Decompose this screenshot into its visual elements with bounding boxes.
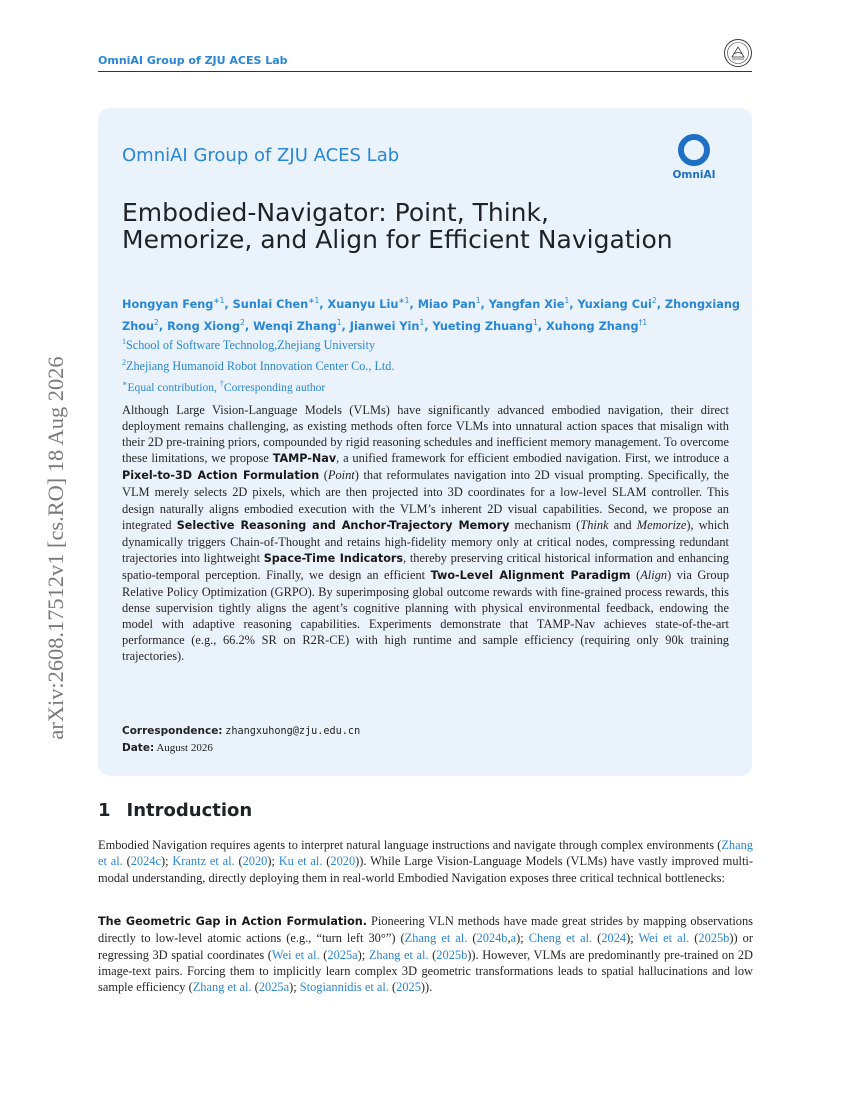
italic-term: Memorize: [636, 517, 687, 532]
date-line: Date: August 2026: [122, 742, 213, 754]
bold-term: Pixel-to-3D Action Formulation: [122, 469, 320, 483]
bold-term: The Geometric Gap in Action Formulation.: [98, 915, 368, 928]
author-name: Jianwei Yin$^1$: [349, 317, 425, 333]
citation-link[interactable]: 2020: [330, 854, 356, 869]
author-name: Yueting Zhuang$^1$: [432, 317, 538, 333]
citation-link[interactable]: 2024: [601, 931, 627, 946]
citation-link[interactable]: 2024c: [130, 854, 161, 869]
affiliation-line: $^2$Zhejiang Humanoid Robot Innovation Center Co., Ltd.: [122, 358, 395, 374]
paper-title: Embodied-Navigator: Point, Think, Memorize, and Align for Efficient Navigation: [122, 198, 673, 254]
author-name: Xuhong Zhang$^{\dagger 1}$: [545, 317, 648, 333]
bold-term: Selective Reasoning and Anchor-Trajectory Memory: [176, 518, 510, 532]
author-name: Miao Pan$^1$: [417, 296, 481, 311]
bold-term: TAMP-Nav: [272, 452, 337, 466]
equal-contribution-note: ∗Equal contribution, †Corresponding author: [122, 379, 326, 394]
author-name: Xuanyu Liu$^{∗1}$: [327, 296, 410, 311]
author-name: Zhongxiang Zhou$^2$: [122, 297, 740, 333]
author-name: Yangfan Xie$^1$: [488, 296, 570, 311]
author-name: Rong Xiong$^2$: [167, 317, 245, 333]
citation-link[interactable]: 2025b: [698, 931, 730, 946]
author-name: Hongyan Feng$^{∗1}$: [122, 296, 225, 311]
citation-link[interactable]: Ku et al.: [278, 854, 323, 869]
citation-link[interactable]: Stogiannidis et al.: [299, 980, 389, 995]
omniai-logo-text: OmniAI: [672, 169, 716, 181]
correspondence-line: Correspondence: zhangxuhong@zju.edu.cn: [122, 725, 361, 737]
correspondence-email[interactable]: zhangxuhong@zju.edu.cn: [225, 726, 361, 737]
intro-paragraph: Embodied Navigation requires agents to interpret natural language instructions and navigate through complex environments (Zhang et al. (2024c); Krantz et al. (2020); Ku et al. (2020)). While Large Vision-Language Models (VLMs) have vastly improved multi-modal understanding, directly deploying them in real-world Embodied Navigation exposes three critical technical bottlenecks:: [98, 838, 753, 885]
header-rule: [98, 71, 752, 72]
citation-link[interactable]: 2025a: [258, 980, 290, 995]
author-name: Sunlai Chen$^{∗1}$: [232, 296, 320, 311]
affiliation-line: $^1$School of Software Technolog,Zhejiang University: [122, 337, 376, 353]
citation-link[interactable]: Zhang et al.: [368, 947, 429, 962]
omniai-logo-icon: [668, 133, 720, 183]
bold-term: Two-Level Alignment Paradigm: [430, 568, 631, 582]
citation-link[interactable]: Wei et al.: [271, 947, 320, 962]
citation-link[interactable]: 2024b: [476, 931, 508, 946]
citation-link[interactable]: 2020: [242, 854, 268, 869]
italic-term: Align: [640, 567, 668, 582]
citation-link[interactable]: 2025: [396, 980, 421, 995]
section-heading-introduction: 1 Introduction: [98, 800, 253, 821]
citation-link[interactable]: Krantz et al.: [172, 854, 235, 869]
citation-link[interactable]: 2025b: [436, 947, 468, 962]
citation-link[interactable]: Zhang et al.: [192, 980, 252, 995]
author-name: Yuxiang Cui$^2$: [577, 296, 657, 311]
citation-link[interactable]: 2025a: [327, 947, 358, 962]
university-crest-icon: [723, 38, 753, 68]
author-name: Wenqi Zhang$^1$: [253, 317, 342, 333]
bold-term: Space-Time Indicators: [263, 551, 404, 565]
running-header: OmniAI Group of ZJU ACES Lab: [98, 54, 288, 67]
citation-link[interactable]: Zhang et al.: [98, 838, 753, 869]
citation-link[interactable]: Wei et al.: [638, 931, 690, 946]
author-list: Hongyan Feng$^{∗1}$, Sunlai Chen$^{∗1}$, Xuanyu Liu$^{∗1}$, Miao Pan$^1$, Yangfan Xie$^1$, Yuxiang Cui$^2$, Zhongxiang Zhou$^2$, Rong Xiong$^2$, Wenqi Zhang$^1$, Jianwei Yin$^1$, Yueting Zhuang$^1$, Xuhong Zhang$^{\dagger 1}$: [122, 296, 740, 333]
arxiv-stamp: arXiv:2608.17512v1 [cs.RO] 18 Aug 2026: [43, 356, 68, 740]
citation-link[interactable]: Cheng et al.: [528, 931, 593, 946]
citation-link[interactable]: a: [510, 931, 517, 946]
italic-term: Point: [327, 468, 355, 483]
paper-meta: [122, 723, 360, 756]
affiliations: [122, 333, 742, 396]
panel-group-name: OmniAI Group of ZJU ACES Lab: [122, 145, 400, 166]
intro-paragraph: The Geometric Gap in Action Formulation. Pioneering VLN methods have made great strides by mapping observations directly to low-level atomic actions (e.g., “turn left 30°”) (Zhang et al. (2024b,a); Cheng et al. (2024); Wei et al. (2025b)) or regressing 3D spatial coordinates (Wei et al. (2025a); Zhang et al. (2025b)). However, VLMs are predominantly pre-trained on 2D image-text pairs. Forcing them to implicitly learn complex 3D geometric transformations leads to spatial hallucinations and low sample efficiency (Zhang et al. (2025a); Stogiannidis et al. (2025)).: [98, 914, 754, 995]
italic-term: Think: [580, 517, 609, 532]
citation-link[interactable]: Zhang et al.: [404, 931, 468, 946]
abstract-text: Although Large Vision-Language Models (VLMs) have significantly advanced embodied navigation, their direct deployment remains challenging, as existing methods often force VLMs into unnatural action spaces that misalign with their 2D pre-training priors, compounded by rigid reasoning schedules and inefficient memory management. To overcome these limitations, we propose TAMP-Nav, a unified framework for efficient embodied navigation. First, we introduce a Pixel-to-3D Action Formulation (Point) that reformulates navigation into 2D visual prompting. Specifically, the VLM merely selects 2D pixels, which are then projected into 3D coordinates for a low-level SLAM controller. This design naturally aligns embodied execution with the VLM’s inherent 2D visual capabilities. Second, we propose an integrated Selective Reasoning and Anchor-Trajectory Memory mechanism (Think and Memorize), which dynamically triggers Chain-of-Thought and retains high-fidelity memory only at critical nodes, compressing redundant trajectories into lightweight Space-Time Indicators, thereby preserving critical historical information and enhancing spatio-temporal perception. Finally, we design an efficient Two-Level Alignment Paradigm (Align) via Group Relative Policy Optimization (GRPO). By superimposing global outcome rewards with fine-grained process rewards, this dense supervision tightly aligns the agent’s cognitive planning with physical environmental feedback, endowing the model with adaptive reasoning capabilities. Experiments demonstrate that TAMP-Nav achieves state-of-the-art performance (e.g., 66.2% SR on R2R-CE) with high runtime and sample efficiency (requiring only 90k training trajectories).: [122, 403, 730, 664]
